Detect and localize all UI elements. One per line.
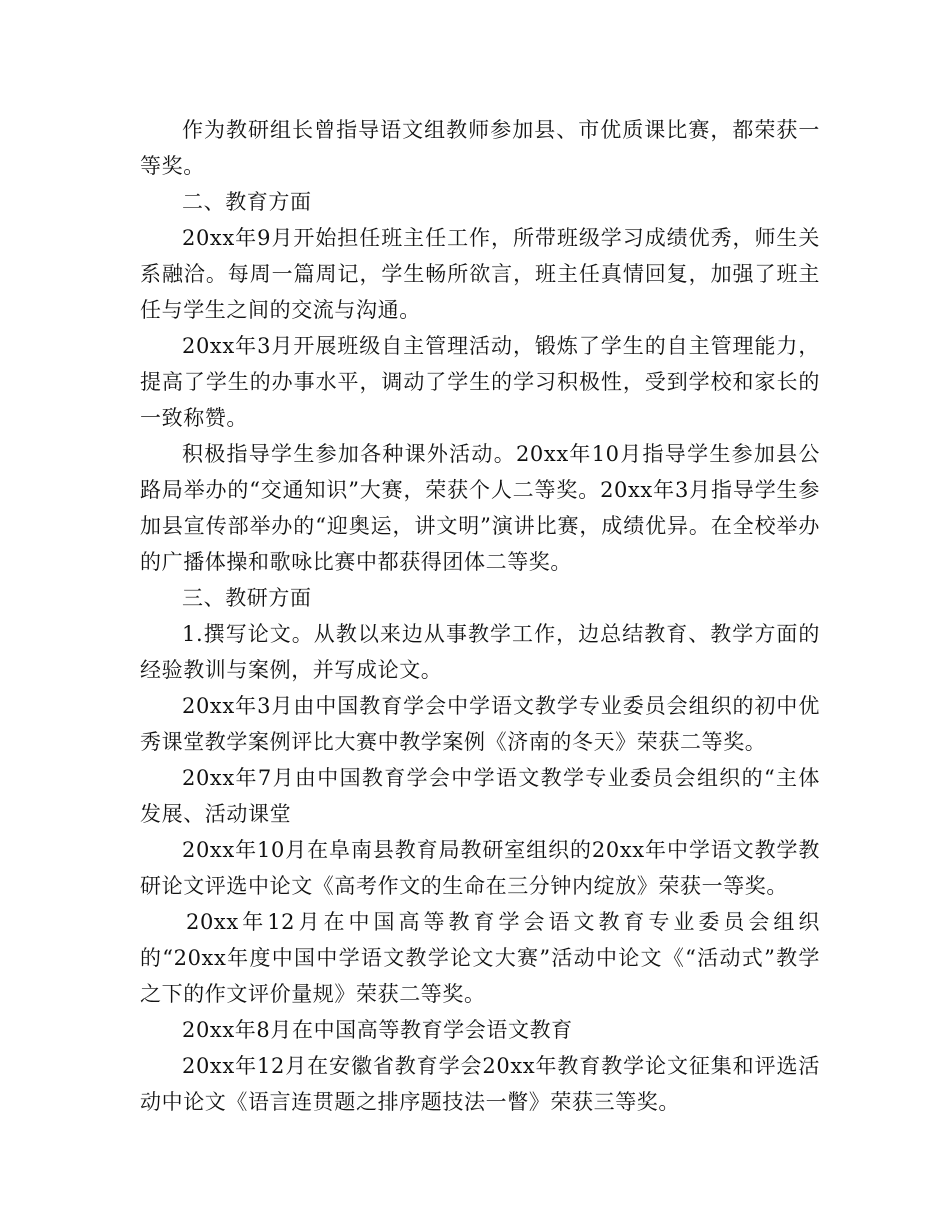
- paragraph-award-october: 20xx年10月在阜南县教育局教研室组织的20xx年中学语文教学教研论文评选中论文《高考作文的生命在三分钟内绽放》荣获一等奖。: [140, 838, 820, 898]
- section-heading-research: 三、教研方面: [182, 586, 312, 610]
- document-body: [140, 112, 820, 1120]
- paragraph-award-march: 20xx年3月由中国教育学会中学语文教学专业委员会组织的初中优秀课堂教学案例评比大赛中教学案例《济南的冬天》荣获二等奖。: [140, 694, 820, 754]
- paragraph-class-teacher: 20xx年9月开始担任班主任工作，所带班级学习成绩优秀，师生关系融洽。每周一篇周记，学生畅所欲言，班主任真情回复，加强了班主任与学生之间的交流与沟通。: [140, 226, 820, 322]
- paragraph-self-management: 20xx年3月开展班级自主管理活动，锻炼了学生的自主管理能力，提高了学生的办事水平，调动了学生的学习积极性，受到学校和家长的一致称赞。: [140, 334, 820, 430]
- paragraph-award-august: 20xx年8月在中国高等教育学会语文教育: [182, 1018, 573, 1042]
- paragraph-award-december: 20xx年12月在中国高等教育学会语文教育专业委员会组织的“20xx年度中国中学语文教学论文大赛”活动中论文《“活动式”教学之下的作文评价量规》荣获二等奖。: [140, 910, 820, 1006]
- paragraph-1: 作为教研组长曾指导语文组教师参加县、市优质课比赛，都荣获一等奖。: [140, 118, 820, 178]
- section-heading-education: 二、教育方面: [182, 190, 312, 214]
- paragraph-award-july: 20xx年7月由中国教育学会中学语文教学专业委员会组织的“主体发展、活动课堂: [140, 766, 820, 826]
- paragraph-papers: 1.撰写论文。从教以来边从事教学工作，边总结教育、教学方面的经验教训与案例，并写成论文。: [140, 622, 820, 682]
- paragraph-award-anhui: 20xx年12月在安徽省教育学会20xx年教育教学论文征集和评选活动中论文《语言连贯题之排序题技法一瞥》荣获三等奖。: [140, 1054, 820, 1114]
- paragraph-extracurricular: 积极指导学生参加各种课外活动。20xx年10月指导学生参加县公路局举办的“交通知识”大赛，荣获个人二等奖。20xx年3月指导学生参加县宣传部举办的“迎奥运，讲文明”演讲比赛，成绩优异。在全校举办的广播体操和歌咏比赛中都获得团体二等奖。: [140, 442, 820, 574]
